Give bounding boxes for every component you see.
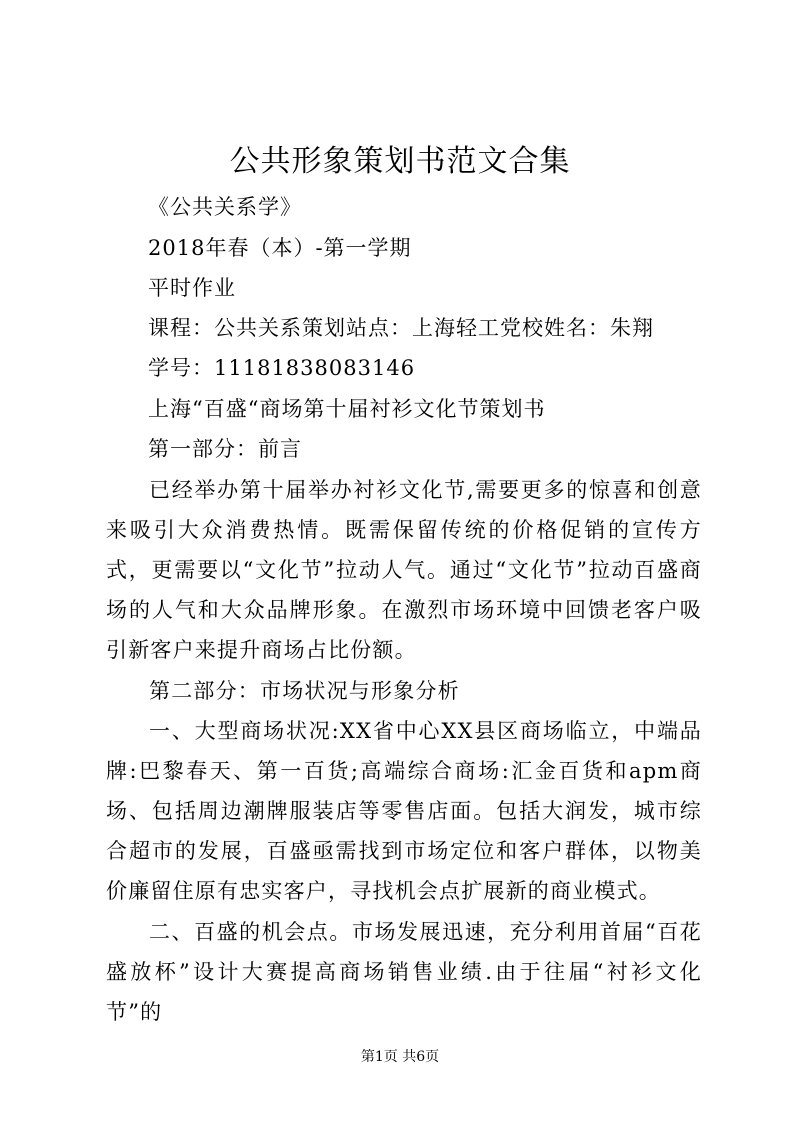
assignment-line: 平时作业 <box>148 276 236 300</box>
course-title-line: 《公共关系学》 <box>148 195 302 219</box>
student-id-line: 学号：11181838083146 <box>148 356 416 380</box>
page-footer: 第1页 共6页 <box>360 1049 440 1065</box>
section-one-heading: 第一部分：前言 <box>148 437 302 461</box>
opportunity-paragraph: 二、百盛的机会点。市场发展迅速，充分利用首届“百花盛放杯”设计大赛提高商场销售业绩.由于往届“衬衫文化节”的 <box>106 920 702 1024</box>
section-two-heading: 第二部分：市场状况与形象分析 <box>149 679 460 703</box>
course-info-line: 课程：公共关系策划站点：上海轻工党校姓名：朱翔 <box>148 316 654 340</box>
document-title: 公共形象策划书范文合集 <box>229 144 571 179</box>
preface-paragraph: 已经举办第十届举办衬衫文化节,需要更多的惊喜和创意来吸引大众消费热情。既需保留传统的价格促销的宣传方式，更需要以“文化节”拉动人气。通过“文化节”拉动百盛商场的人气和大众品牌形象。在激烈市场环境中回馈老客户吸引新客户来提升商场占比份额。 <box>106 478 702 662</box>
plan-title-line: 上海“百盛“商场第十届衬衫文化节策划书 <box>148 397 546 421</box>
market-status-paragraph: 一、大型商场状况:XX省中心XX县区商场临立，中端品牌:巴黎春天、第一百货;高端综合商场:汇金百货和apm商场、包括周边潮牌服装店等零售店面。包括大润发，城市综合超市的发展，百盛亟需找到市场定位和客户群体，以物美价廉留住原有忠实客户，寻找机会点扩展新的商业模式。 <box>106 719 702 903</box>
term-line: 2018年春（本）-第一学期 <box>148 236 412 260</box>
